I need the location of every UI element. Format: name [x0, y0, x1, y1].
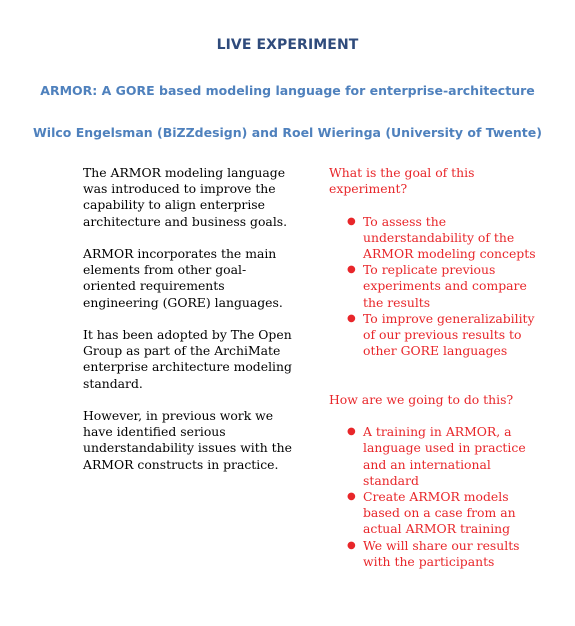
- goal-list: [329, 214, 549, 360]
- goal-item: [347, 262, 549, 311]
- paper-title: ARMOR: A GORE based modeling language for enterprise-architecture: [40, 83, 535, 98]
- intro-paragraph-4: However, in previous work we have identified serious understandability issues with the ARMOR constructs in practice.: [83, 408, 292, 472]
- section-spacer: [329, 359, 549, 375]
- bullet-icon: ●: [347, 264, 356, 276]
- goal-item: [347, 310, 549, 360]
- intro-paragraph-2: ARMOR incorporates the main elements from other goal-oriented requirements engineering (GORE) languages.: [83, 246, 283, 310]
- bullet-icon: ●: [347, 491, 356, 502]
- method-item-text: Create ARMOR models based on a case from an actual ARMOR training: [363, 489, 516, 537]
- method-item: [347, 424, 549, 489]
- goal-item-text: To improve generalizability of our previous results to other GORE languages: [363, 310, 535, 359]
- goal-item-text: To replicate previous experiments and compare the results: [363, 262, 527, 310]
- method-item: [347, 537, 549, 570]
- page-title: LIVE EXPERIMENT: [216, 37, 359, 53]
- method-item-text: We will share our results with the participants: [363, 537, 520, 569]
- method-item-text: A training in ARMOR, a language used in practice and an international standard: [363, 424, 526, 488]
- intro-paragraph-3: It has been adopted by The Open Group as part of the ArchiMate enterprise architecture modeling standard.: [83, 327, 292, 391]
- bullet-icon: ●: [347, 539, 356, 551]
- method-item: [347, 489, 549, 538]
- bullet-icon: ●: [347, 426, 356, 438]
- intro-column: [83, 165, 293, 489]
- authors-line: Wilco Engelsman (BiZZdesign) and Roel Wieringa (University of Twente): [33, 125, 542, 140]
- method-question: How are we going to do this?: [329, 391, 514, 407]
- experiment-column: [329, 165, 549, 570]
- bullet-icon: ●: [347, 312, 356, 324]
- method-list: [329, 424, 549, 570]
- goal-question: What is the goal of this experiment?: [329, 165, 475, 197]
- intro-paragraph-1: The ARMOR modeling language was introduced to improve the capability to align enterprise architecture and business goals.: [83, 165, 288, 229]
- goal-item-text: To assess the understandability of the ARMOR modeling concepts: [363, 213, 536, 261]
- bullet-icon: ●: [347, 215, 356, 227]
- goal-item: [347, 213, 549, 263]
